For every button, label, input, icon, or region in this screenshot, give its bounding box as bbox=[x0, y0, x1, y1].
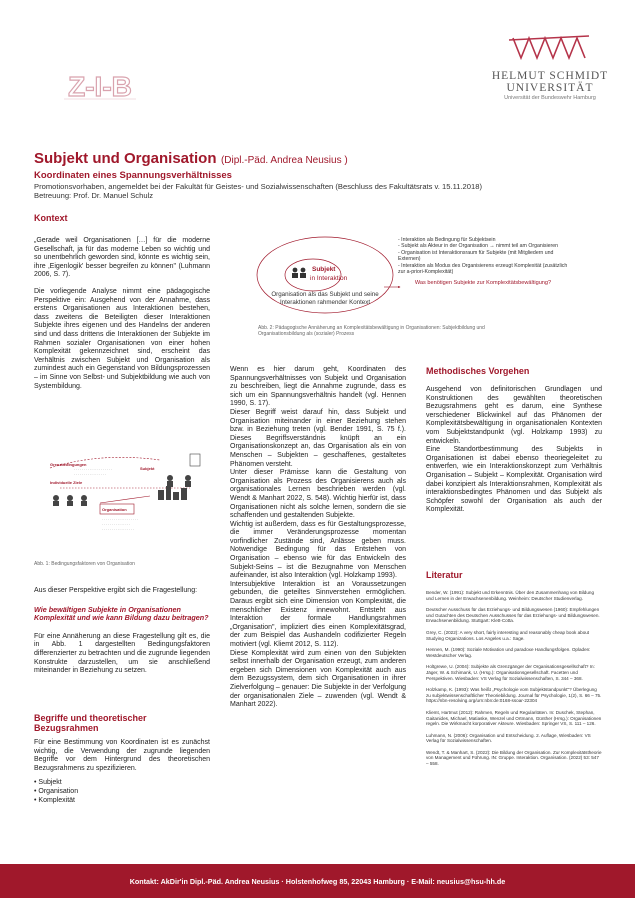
uni-name bbox=[470, 70, 630, 101]
title-author: (Dipl.-Päd. Andrea Neusius ) bbox=[220, 155, 348, 166]
middle-p6: Diese Komplexität wird zum einen von den Subjekten selbst innerhalb der Organisation erzeugt, zum anderen ergeben sich Dimensionen von Komplexität auch aus dem Bezugssystem, dem sich Organisationen in ihrer Zielverfolgung – genauer: Die Subjekte in der Verfolgung der organisationalen Ziele – zuwenden (vgl. Wendt & Manhart 2022). bbox=[230, 649, 406, 709]
uni-name-line1: HELMUT SCHMIDT bbox=[491, 70, 609, 82]
fig2-bullet: - Interaktion als Modus des Organisierens erzeugt Komplexität (zusätzlich zur a-priori-Komplexität) bbox=[398, 262, 568, 276]
svg-text:· · · · · · · · · · · · · · ·: · · · · · · · · · · · · · · · · · bbox=[74, 473, 107, 477]
subtitle: Koordinaten eines Spannungsverhältnisses bbox=[34, 170, 232, 181]
fig2-caption: Abb. 2: Pädagogische Annäherung an Komplexitätsbewältigung in Organisationen: Subjektbildung und Organisationsbildung als (sozialer) Prozess bbox=[258, 325, 485, 337]
literatur-heading: Literatur bbox=[426, 570, 463, 580]
methodik-p2: Eine Standortbestimmung des Subjekts in Organisationen ist dabei ebenso theoriegeleitet zu entwerfen, wie ein Interaktionskonzept zum Verhältnis Organisation – Subjekt – Komplexität. Organisation wird dabei konzipiert als Interaktionsrahmen, Komplexität als interaktionsbedingtes Phänomen und das Subjekt als Schöpfer sowohl der Organisation als auch der Komplexität. bbox=[426, 446, 602, 514]
fig1-svg bbox=[40, 448, 210, 532]
literatur-section bbox=[426, 570, 602, 773]
reference-item: Holtgrewe, U. (2004): Subjekte als Grenzgänger der Organisationsgesellschaft? In: Jäger, W. & Schimank, U. (Hrsg.): Organisationsgesellschaft. Facetten und Perspektiven. Wiesbaden: VS Verlag für Sozialwissenschaften, S. 344 – 368. bbox=[426, 664, 595, 681]
begriffe-p1: Für eine Bestimmung von Koordinaten ist es zunächst wichtig, die Verwendung der zugrunde liegenden Begriffe vor dem Hintergrund des theoretischen Bezugsrahmens zu spezifizieren. bbox=[34, 739, 210, 772]
middle-p5: Intersubjektive Interaktion ist an Voraussetzungen gebunden, die geteiltes Sinnverstehen ermöglichen. Daraus ergibt sich eine Dimension von Komplexität, die menschlicher Existenz innewohnt. Entsteht aus Interaktion der formale Handlungsrahmen „Organisation", impliziert dies einen Komplexitätsgrad, der zum Beispiel das Aushandeln codifizierter Regeln motiviert (vgl. Kliemt 2012, S. 112). bbox=[230, 580, 406, 648]
kontext-heading: Kontext bbox=[34, 213, 68, 223]
fig2-bottom-label: Organisation als das Subjekt und seine Interaktionen rahmender Kontext bbox=[271, 291, 379, 306]
reference-item: Holzkamp, K. (1993): Was heißt „Psychologie vom Subjektstandpunkt"? Überlegung zu subjektwissenschaftlicher Theoriebildung. Journal für Psychologie, 1(2), S. 66 – 75. https://nbn-resolving.org/urn:nbn:de:0168-ssoar-22304 bbox=[426, 687, 602, 704]
uni-subtitle: Universität der Bundeswehr Hamburg bbox=[504, 95, 596, 101]
fig2-center-label-1: Subjekt bbox=[312, 266, 336, 273]
middle-p1: Wenn es hier darum geht, Koordinaten des Spannungsverhältnisses von Subjekt und Organisation zu beschreiben, liegt die Annahme zugrunde, dass es sich um ein Spannungsverhältnis handelt (vgl. Hennen 1990, S. 17). bbox=[230, 366, 406, 408]
question-section bbox=[34, 587, 210, 681]
middle-column bbox=[230, 366, 406, 710]
title-block bbox=[34, 150, 614, 200]
methodik-section bbox=[426, 366, 602, 515]
begriffe-heading: Begriffe und theoretischer Bezugsrahmen bbox=[34, 713, 147, 733]
reference-item: Hennen, M. (1990): Soziale Motivation und paradoxe Handlungsfolgen. Opladen: Westdeutscher Verlag. bbox=[426, 647, 591, 658]
reference-item: Luhmann, N. (2006): Organisation und Entscheidung. 2. Auflage, Wiesbaden: VS Verlag für Sozialwissenschaften. bbox=[426, 732, 591, 744]
begriffe-section bbox=[34, 713, 210, 805]
uni-name-line2: UNIVERSITÄT bbox=[506, 82, 594, 94]
begriffe-item: • Komplexität bbox=[34, 797, 75, 805]
figure-2 bbox=[250, 225, 620, 345]
reference-item: Wendt, T. & Manhart, S. (2022): Die Bildung der Organisation. Zur Komplexitätstheorie von Management und Führung. IN: Gruppe. Interaktion. Organisation. (2022) 53: 547 – 558. bbox=[426, 749, 602, 767]
title-main: Subjekt und Organisation bbox=[34, 150, 217, 167]
promo-text: Promotionsvorhaben, angemeldet bei der Fakultät für Geistes- und Sozialwissenschaften (Beschluss des Fakultätsrats v. 15.11.2018) bbox=[34, 182, 482, 191]
begriffe-item: • Subjekt bbox=[34, 779, 62, 787]
middle-p2: Dieser Begriff weist darauf hin, dass Subjekt und Organisation miteinander in einer Beziehung stehen bzw. in Beziehung treten (vgl. Bender 1991, S. 75 f.). Dieses Begriffsverständnis knüpft an ein Organisationskonzept an, das Organisation als ein von Menschen – Subjekten – geschaffenes, gestaltetes Phänomen versteht. bbox=[230, 408, 406, 468]
fig1-label-d: Individuelle Ziele bbox=[50, 480, 83, 485]
fig2-question: Was benötigen Subjekte zur Komplexitätsbewältigung? bbox=[414, 280, 552, 287]
reference-item: Deutscher Ausschuss für das Erziehungs- und Bildungswesen (1960): Empfehlungen und Gutachten des Deutschen Ausschusses für das Erziehungs- und Bildungswesen. Erwachsenenbildung. Stuttgart: Klett-Cotta. bbox=[426, 607, 600, 624]
fig2-bullet: - Organisation ist Interaktionsraum für Subjekte (mit Mitgliedern und Externen) bbox=[398, 249, 554, 263]
begriffe-item: • Organisation bbox=[34, 788, 79, 796]
figure-1 bbox=[40, 448, 210, 532]
fig1-label-c: Organisation bbox=[102, 507, 127, 512]
svg-text:· · · · · · · · · · · · · · ·: · · · · · · · · · · · · · · · · · · · bbox=[102, 518, 139, 522]
kontext-quote: „Gerade weil Organisationen […] für die moderne Gesellschaft, ja für das moderne Leben so wichtig und so unentbehrlich geworden sind, könnte es wichtig sein, ihre ‚Eigenlogik' besser begreifen zu können" (Luhmann 2006, S. 7). bbox=[34, 237, 210, 279]
middle-p3: Unter dieser Prämisse kann die Gestaltung von Organisation als Prozess des Organisierens auch als organisationales Lernen beschrieben werden (vgl. Wendt & Manhart 2022, S. 548). Wichtig hierfür ist, dass Organisationen nicht als solche lernen, sondern die sie schaffenden und gestaltenden Subjekte. bbox=[230, 469, 406, 520]
research-question: Wie bewältigen Subjekte in Organisationen Komplexität und wie kann Bildung dazu beitragen? bbox=[34, 604, 209, 623]
advisor-text: Betreuung: Prof. Dr. Manuel Schulz bbox=[34, 191, 154, 200]
kontext-p3: Für eine Annäherung an diese Fragestellung gilt es, die in Abb. 1 dargestellten Bedingungsfaktoren differenzierter zu betrachten und die zugrunde liegenden Konstrukte darzustellen, um sie anschließend miteinander in Beziehung zu setzen. bbox=[34, 632, 210, 675]
kontext-p1: Die vorliegende Analyse nimmt eine pädagogische Perspektive ein: Ausgehend von der Annahme, dass erstens Organisationen aus Interaktionen bestehen, dass zweitens die Beteiligten dieser Interaktionen Subjekte ihres eigenen und des Handelns der anderen sind und dass drittens die Interaktionen der Subjekte im Rahmen sozialer Organisationen von einer hohen Komplexität gekennzeichnet sind, erscheint das Verhältnis zwischen Subjekt und Organisation als zumindest auch ein Gegenstand von Bildungsprozessen – im Sinne von Selbst- und Subjektbildung wie auch von Systembildung. bbox=[34, 287, 210, 390]
fig2-bullet: - Subjekt als Akteur in der Organisation → nimmt teil am Organisieren bbox=[398, 243, 559, 250]
hsu-logo bbox=[495, 30, 605, 70]
middle-p4: Wichtig ist außerdem, dass es für Gestaltungsprozesse, die immer Veränderungsprozesse momentan vorfindlicher Zustände sind, Anlässe geben muss. Notwendige Bedingung für das Entstehen von Organisation – ebenso wie für das Entwickeln des Subjekt-Seins – ist die Bezugnahme von Menschen aufeinander, ist also Interaktion (vgl. Holzkamp 1993). bbox=[230, 520, 406, 580]
svg-text:· · · · · · · · · · · · · · ·: · · · · · · · · · · · · · · · · · bbox=[102, 528, 135, 532]
fig1-label-a: Grenzbedingungen bbox=[50, 462, 87, 467]
reference-item: Kliemt, Hartmut (2012): Rahmen, Regeln und Regularitäten. In: Duschek, Stephan, Gaitanides, Michael, Matiaske, Wenzel und Ortmann, Günther (Hrsg.): Organisationen regeln. Die Wirkmacht korporativer Akteure. Wiesbaden: Springer VS, S. 111 – 126. bbox=[426, 709, 602, 727]
reference-item: Grey, C. (2022): A very short, fairly interesting and reasonably cheap book about Studying Organizations. Los Angeles u.a.: Sage. bbox=[426, 629, 590, 641]
fig2-center-label-2: in Interaktion bbox=[310, 275, 348, 282]
fig2-bullets bbox=[398, 237, 568, 287]
svg-text:· · · · · · · · · · · · · · ·: · · · · · · · · · · · · · · · bbox=[102, 523, 131, 527]
methodik-p1: Ausgehend von definitorischen Grundlagen und Konstruktionen des gewählten theoretischen Bezugsrahmens geht es darum, eine Synthese verschiedener Blickwinkel auf das Phänomen der Komplexitätsbewältigung in organisationalen Kontexten vom Subjektstandpunkt (vgl. Holzkamp 1993) zu entwickeln. bbox=[426, 386, 602, 445]
svg-text:Z-I-B: Z-I-B bbox=[68, 71, 132, 102]
kontext-section bbox=[34, 213, 210, 396]
zib-logo bbox=[60, 68, 140, 106]
methodik-heading: Methodisches Vorgehen bbox=[426, 366, 530, 376]
footer-bar bbox=[0, 864, 635, 898]
page-title bbox=[34, 150, 614, 168]
kontext-p2: Aus dieser Perspektive ergibt sich die Fragestellung: bbox=[34, 587, 198, 594]
fig1-caption: Abb. 1: Bedingungsfaktoren von Organisation bbox=[34, 561, 135, 567]
svg-text:· · · · · · · · · · · · · · ·: · · · · · · · · · · · · · · · · · · · · bbox=[74, 468, 113, 472]
fig1-label-b: Subjekt bbox=[140, 466, 155, 471]
fig2-bullet: - Interaktion als Bedingung für Subjektsein bbox=[398, 237, 496, 243]
footer-contact: Kontakt: AkDir'in Dipl.-Päd. Andrea Neusius · Holstenhofweg 85, 22043 Hamburg · E-Mail: neusius@hsu-hh.de bbox=[129, 876, 506, 886]
reference-item: Bender, W. (1991): Subjekt und Erkenntnis. Über den Zusammenhang von Bildung und Lernen in der Erwachsenenbildung. Weinheim: Deutscher Studienverlag. bbox=[426, 590, 595, 601]
